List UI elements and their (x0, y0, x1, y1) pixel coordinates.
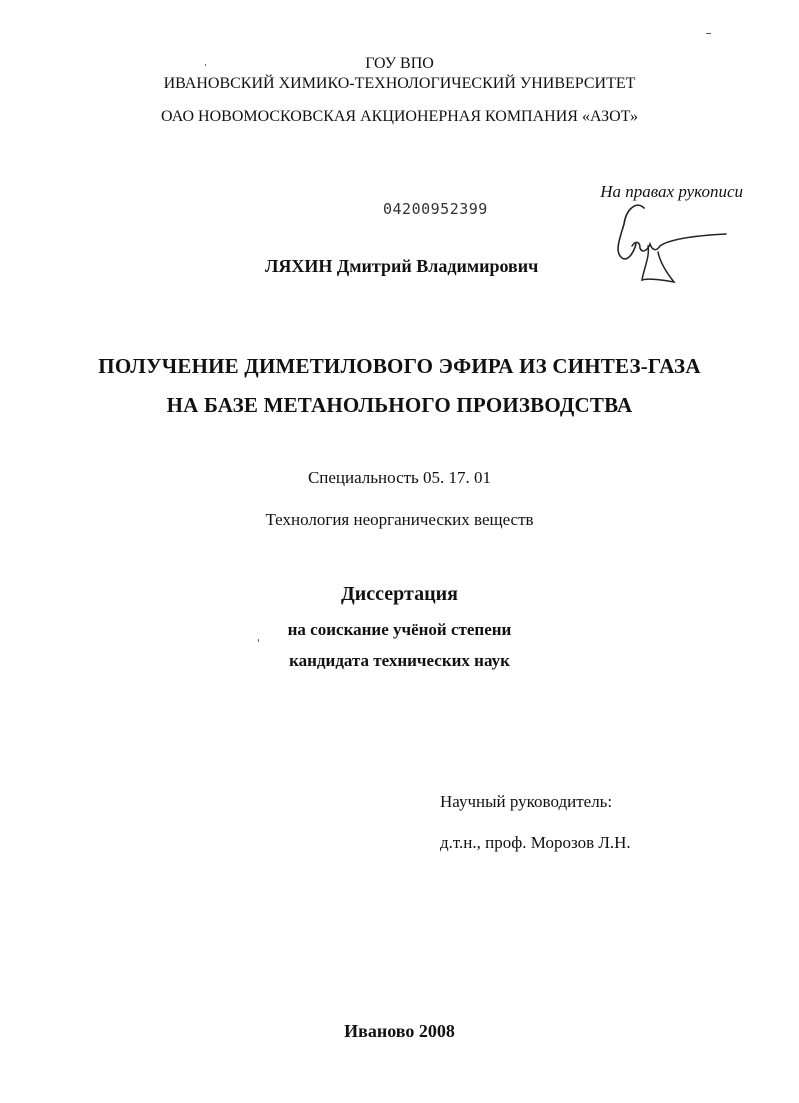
city-year: Иваново 2008 (344, 1021, 455, 1041)
signature-image (608, 196, 734, 288)
manuscript-note: На правах рукописи (600, 182, 743, 201)
specialty-code: Специальность 05. 17. 01 (307, 468, 492, 487)
dissertation-title-line-1: ПОЛУЧЕНИЕ ДИМЕТИЛОВОГО ЭФИРА ИЗ СИНТЕЗ-ГАЗА (98, 354, 701, 378)
author-name: ЛЯХИН Дмитрий Владимирович (265, 256, 539, 276)
dissertation-title-line-2: НА БАЗЕ МЕТАНОЛЬНОГО ПРОИЗВОДСТВА (166, 393, 633, 417)
degree-line-1: на соискание учёной степени (287, 620, 512, 639)
supervisor-name: д.т.н., проф. Морозов Л.Н. (440, 833, 631, 852)
scan-speck (706, 33, 711, 34)
company-name: ОАО НОВОМОСКОВСКАЯ АКЦИОНЕРНАЯ КОМПАНИЯ «АЗОТ» (160, 108, 639, 125)
document-type: Диссертация (341, 583, 458, 605)
supervisor-label: Научный руководитель: (440, 792, 613, 811)
university-name: ИВАНОВСКИЙ ХИМИКО-ТЕХНОЛОГИЧЕСКИЙ УНИВЕРСИТЕТ (163, 75, 636, 92)
catalog-number: 04200952399 (383, 200, 488, 218)
specialty-name: Технология неорганических веществ (265, 510, 534, 529)
institution-type: ГОУ ВПО (365, 55, 434, 72)
degree-line-2: кандидата технических наук (289, 651, 510, 670)
